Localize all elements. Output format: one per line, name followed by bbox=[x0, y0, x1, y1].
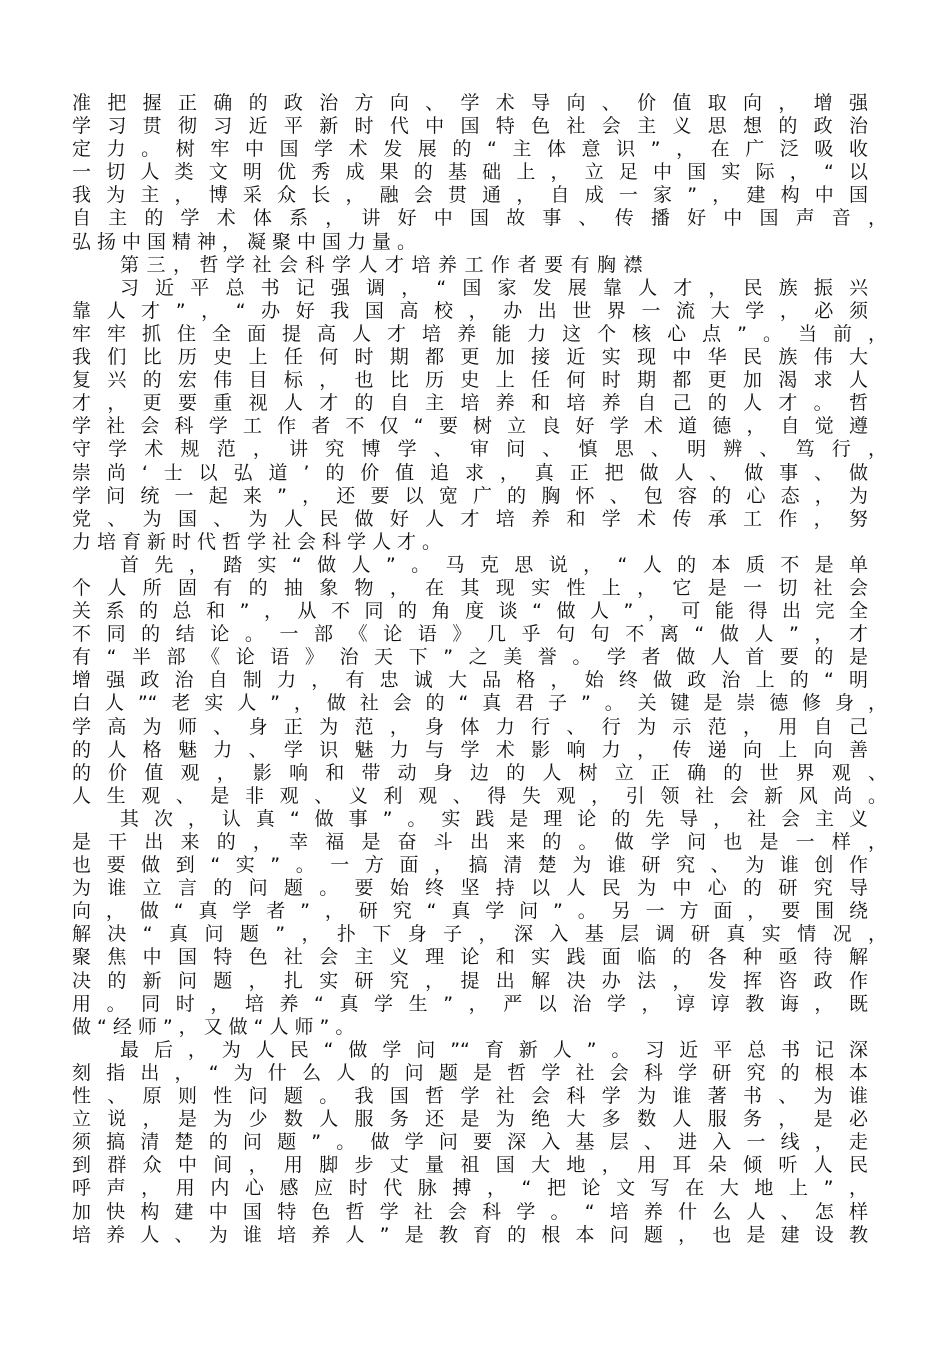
text-line: 学问统一起来”，还要以宽广的胸怀、包容的心态，为 bbox=[72, 484, 868, 507]
text-line: 我们比历史上任何时期都更加接近实现中华民族伟大 bbox=[72, 346, 868, 369]
text-line: 弘扬中国精神，凝聚中国力量。 bbox=[72, 230, 423, 253]
text-line: 解决“真问题”，扑下身子，深入基层调研真实情况， bbox=[72, 923, 887, 946]
text-line: 加快构建中国特色哲学社会科学。“培养什么人、怎样 bbox=[72, 1200, 868, 1223]
text-line: 才，更要重视人才的自主培养和培养自己的人才。哲 bbox=[72, 392, 868, 415]
text-line: 的人格魅力、学识魅力与学术影响力，传递向上向善 bbox=[72, 738, 868, 761]
document-page bbox=[72, 92, 887, 1247]
text-line: 刻指出，“为什么人的问题是哲学社会科学研究的根本 bbox=[72, 1061, 868, 1084]
text-line: 关系的总和”，从不同的角度谈“做人”，可能得出完全 bbox=[72, 600, 868, 623]
text-line: 靠人才”，“办好我国高校，办出世界一流大学，必须 bbox=[72, 299, 868, 322]
text-line: 学高为师、身正为范，身体力行、行为示范，用自己 bbox=[72, 715, 868, 738]
text-line: 牢牢抓住全面提高人才培养能力这个核心点”。当前， bbox=[72, 322, 887, 345]
text-line: 自主的学术体系，讲好中国故事、传播好中国声音， bbox=[72, 207, 887, 230]
text-line: 有“半部《论语》治天下”之美誉。学者做人首要的是 bbox=[72, 646, 868, 669]
text-line: 增强政治自制力，有忠诚大品格，始终做政治上的“明 bbox=[72, 669, 868, 692]
text-line: 是干出来的，幸福是奋斗出来的。做学问也是一样， bbox=[72, 831, 887, 853]
text-line: 守学术规范，讲究博学、审问、慎思、明辨、笃行， bbox=[72, 438, 887, 461]
text-line: 学社会科学工作者不仅“要树立良好学术道德，自觉遵 bbox=[72, 415, 868, 438]
text-line: 呼声，用内心感应时代脉搏，“把论文写在大地上”， bbox=[72, 1177, 868, 1200]
text-line: 不同的结论。一部《论语》几乎句句不离“做人”，才 bbox=[72, 623, 868, 646]
text-line: 决的新问题，扎实研究，提出解决办法，发挥咨政作 bbox=[72, 969, 868, 992]
text-line: 习近平总书记强调，“国家发展靠人才，民族振兴 bbox=[120, 276, 868, 299]
text-line: 用。同时，培养“真学生”，严以治学，谆谆教诲，既 bbox=[72, 992, 868, 1015]
text-line: 复兴的宏伟目标，也比历史上任何时期都更加渴求人 bbox=[72, 369, 868, 392]
text-line: 人生观、是非观、义利观、得失观，引领社会新风尚。 bbox=[72, 784, 887, 807]
section-heading: 第三，哲学社会科学人才培养工作者要有胸襟 bbox=[120, 253, 651, 276]
text-line: 力培育新时代哲学社会科学人才。 bbox=[72, 530, 448, 553]
text-line: 向，做“真学者”，研究“真学问”。另一方面，要围绕 bbox=[72, 900, 868, 923]
text-line: 性、原则性问题。我国哲学社会科学为谁著书、为谁 bbox=[72, 1085, 868, 1108]
text-line: 立说，是为少数人服务还是为绝大多数人服务，是必 bbox=[72, 1108, 868, 1131]
text-line: 聚焦中国特色社会主义理论和实践面临的各种亟待解 bbox=[72, 946, 868, 969]
text-line: 最后，为人民“做学问”“育新人”。习近平总书记深 bbox=[120, 1038, 868, 1061]
text-line: 学习贯彻习近平新时代中国特色社会主义思想的政治 bbox=[72, 115, 868, 138]
text-line: 做“经师”，又做“人师”。 bbox=[72, 1015, 361, 1038]
text-line: 为谁立言的问题。要始终坚持以人民为中心的研究导 bbox=[72, 877, 868, 900]
text-line: 白人”“老实人”，做社会的“真君子”。关键是崇德修身， bbox=[72, 692, 887, 715]
text-line: 党、为国、为人民做好人才培养和学术传承工作，努 bbox=[72, 507, 868, 530]
text-line: 个人所固有的抽象物，在其现实性上，它是一切社会 bbox=[72, 576, 868, 599]
text-line: 到群众中间，用脚步丈量祖国大地，用耳朵倾听人民 bbox=[72, 1154, 868, 1177]
text-line: 崇尚‘士以弘道’的价值追求，真正把做人、做事、做 bbox=[72, 461, 868, 484]
text-line: 培养人、为谁培养人”是教育的根本问题，也是建设教 bbox=[72, 1223, 868, 1246]
text-line: 须搞清楚的问题”。做学问要深入基层、进入一线，走 bbox=[72, 1131, 868, 1154]
text-line: 也要做到“实”。一方面，搞清楚为谁研究、为谁创作 bbox=[72, 854, 868, 877]
text-line: 定力。树牢中国学术发展的“主体意识”，在广泛吸收 bbox=[72, 138, 868, 161]
text-line: 的价值观，影响和带动身边的人树立正确的世界观、 bbox=[72, 761, 887, 784]
text-line: 首先，踏实“做人”。马克思说，“人的本质不是单 bbox=[120, 553, 868, 576]
text-line: 准把握正确的政治方向、学术导向、价值取向，增强 bbox=[72, 92, 868, 114]
text-line: 一切人类文明优秀成果的基础上，立足中国实际，“以 bbox=[72, 161, 868, 184]
text-line: 我为主，博采众长，融会贯通，自成一家”，建构中国 bbox=[72, 184, 868, 207]
text-line: 其次，认真“做事”。实践是理论的先导，社会主义 bbox=[120, 807, 868, 830]
